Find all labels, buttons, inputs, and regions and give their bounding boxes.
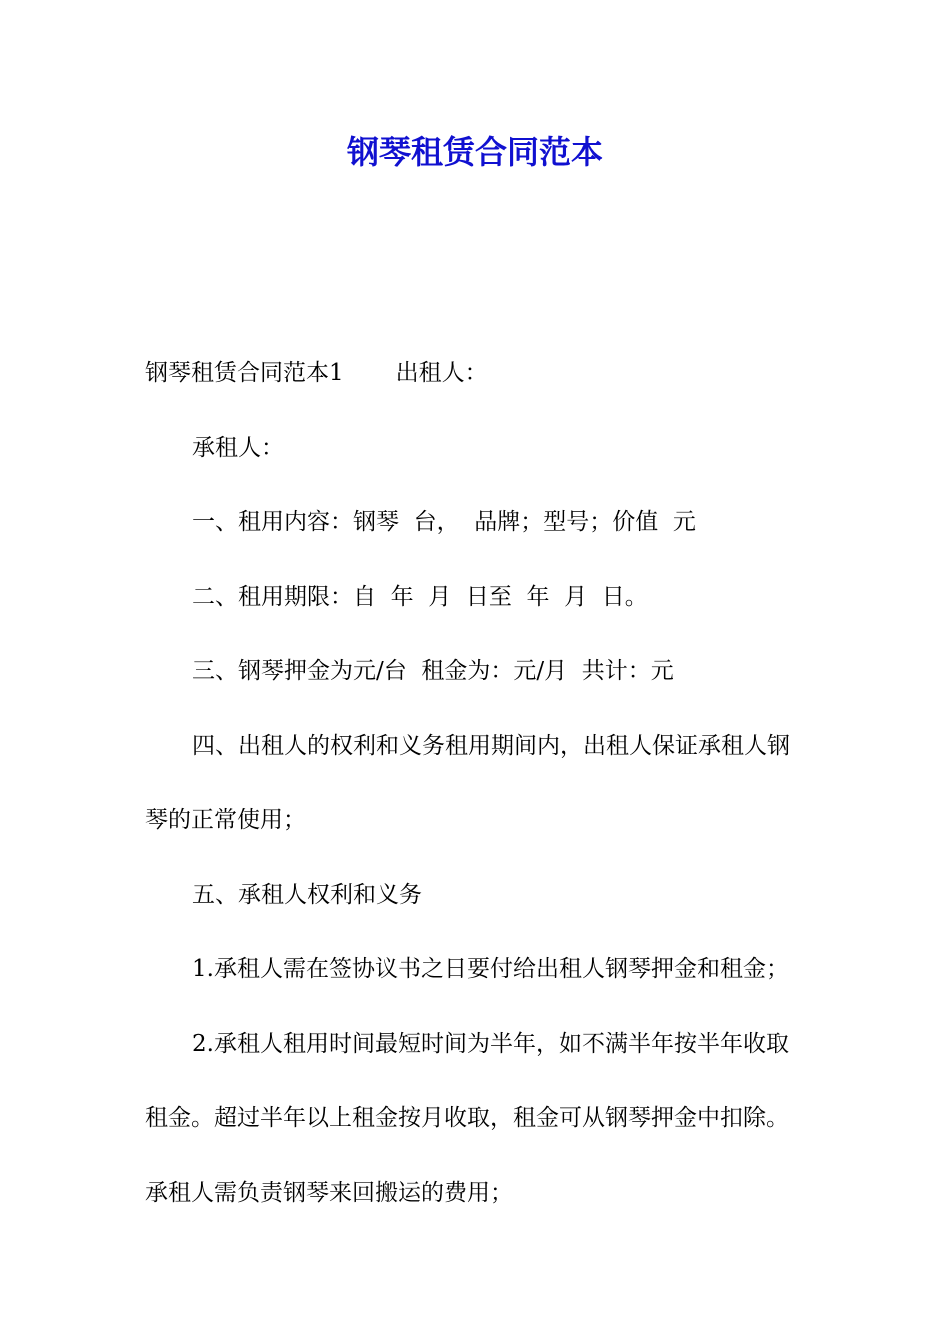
document-title: 钢琴租赁合同范本 bbox=[346, 133, 603, 171]
section-label: 钢琴租赁合同范本1 bbox=[145, 360, 344, 386]
paragraph-lessor-rights: 四、出租人的权利和义务租用期间内，出租人保证承租人钢琴的正常使用； bbox=[145, 732, 790, 833]
paragraph-rental-content: 一、租用内容：钢琴 台， 品牌；型号；价值 元 bbox=[192, 509, 696, 535]
paragraph-lessee-rights: 五、承租人权利和义务 bbox=[192, 881, 422, 908]
paragraph-clause-2: 2.承租人租用时间最短时间为半年，如不满半年按半年收取租金。超过半年以上租金按月收取，租金可从钢琴押金中扣除。承租人需负责钢琴来回搬运的费用； bbox=[145, 1030, 789, 1206]
document-body bbox=[145, 336, 810, 1230]
paragraph-deposit: 三、钢琴押金为元/台 租金为：元/月 共计：元 bbox=[192, 658, 674, 684]
paragraph-rental-period: 二、租用期限：自 年 月 日至 年 月 日。 bbox=[192, 583, 648, 610]
lessor-label: 出租人： bbox=[395, 360, 488, 386]
paragraph-clause-1: 1.承租人需在签协议书之日要付给出租人钢琴押金和租金； bbox=[192, 956, 789, 982]
heading-line bbox=[145, 336, 810, 411]
paragraph-lessee: 承租人： bbox=[192, 434, 284, 461]
